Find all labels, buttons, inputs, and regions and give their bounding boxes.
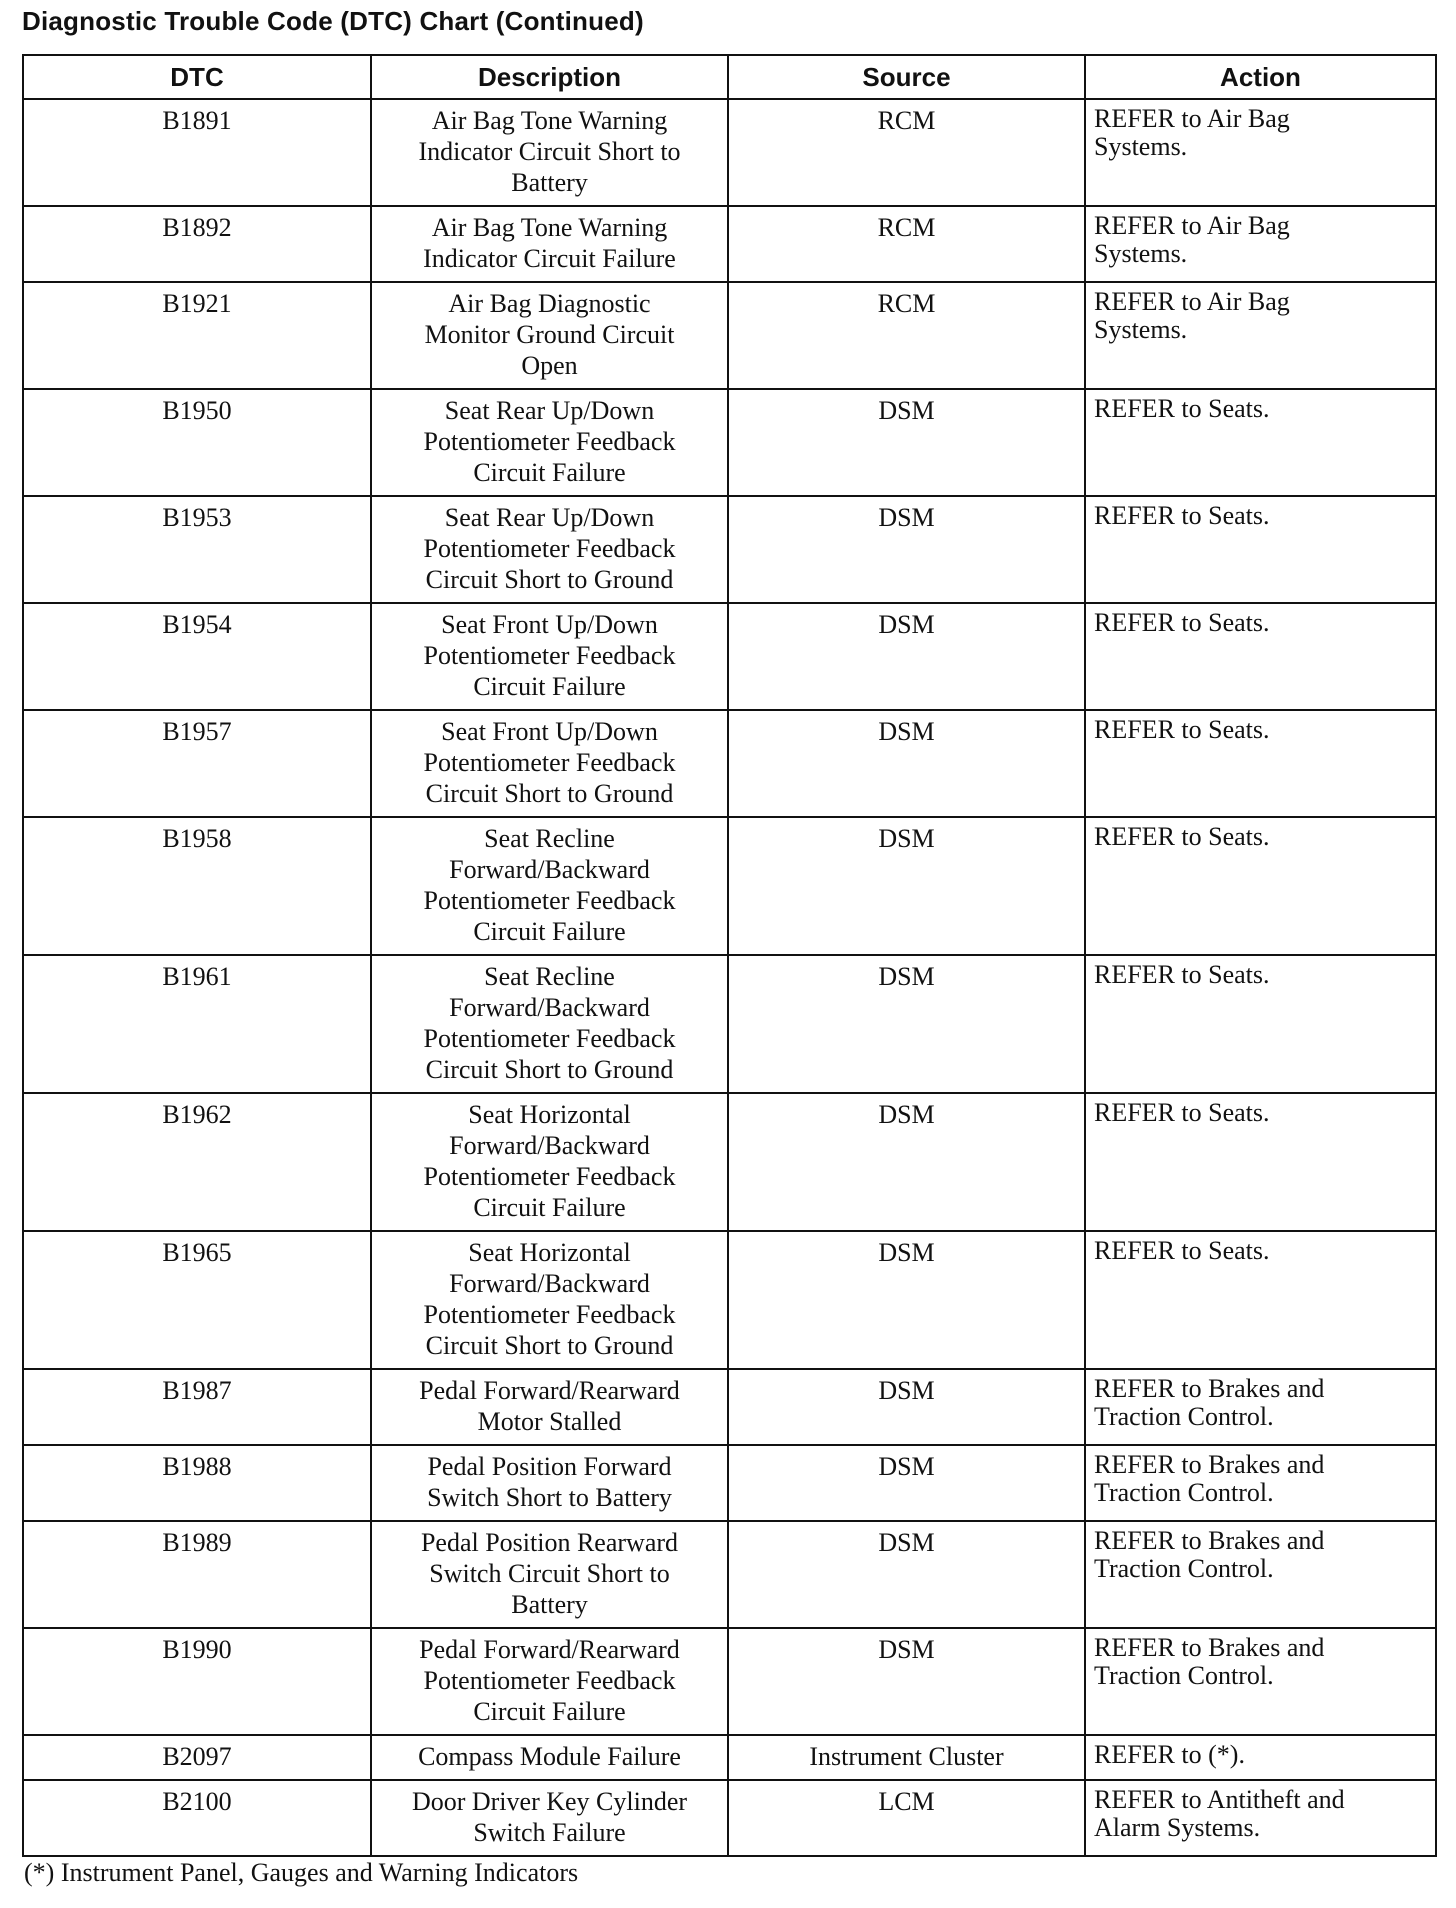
action-line: REFER to Seats. (1094, 501, 1270, 530)
table-row (23, 99, 1436, 206)
description-line: Potentiometer Feedback (423, 748, 676, 777)
action-cell (1085, 1369, 1436, 1445)
description-line: Forward/Backward (449, 855, 650, 884)
description-line: Compass Module Failure (418, 1742, 681, 1771)
source-cell: RCM (728, 206, 1085, 282)
description-line: Potentiometer Feedback (423, 1024, 676, 1053)
description-line: Potentiometer Feedback (423, 1666, 676, 1695)
description-line: Seat Rear Up/Down (444, 503, 655, 532)
table-row (23, 206, 1436, 282)
column-header-description: Description (371, 55, 728, 99)
description-line: Pedal Position Forward (427, 1452, 672, 1481)
dtc-code-cell: B1892 (23, 206, 371, 282)
description-line: Pedal Forward/Rearward (419, 1635, 680, 1664)
description-line: Switch Circuit Short to (429, 1559, 670, 1588)
action-cell (1085, 1628, 1436, 1735)
description-line: Motor Stalled (477, 1407, 622, 1436)
table-row (23, 389, 1436, 496)
description-line: Forward/Backward (449, 993, 650, 1022)
dtc-code-cell: B1954 (23, 603, 371, 710)
description-line: Seat Front Up/Down (441, 717, 658, 746)
action-line: REFER to Air Bag (1094, 287, 1290, 316)
action-cell (1085, 1521, 1436, 1628)
action-line: REFER to Seats. (1094, 822, 1270, 851)
description-line: Pedal Forward/Rearward (419, 1376, 680, 1405)
description-cell (371, 99, 728, 206)
description-line: Seat Rear Up/Down (444, 396, 655, 425)
description-line: Air Bag Diagnostic (448, 289, 651, 318)
action-line: REFER to Antitheft and (1094, 1785, 1345, 1814)
table-row (23, 282, 1436, 389)
action-line: REFER to Air Bag (1094, 104, 1290, 133)
action-cell (1085, 955, 1436, 1093)
action-cell (1085, 99, 1436, 206)
source-cell: DSM (728, 1093, 1085, 1231)
source-cell: DSM (728, 955, 1085, 1093)
source-cell: DSM (728, 496, 1085, 603)
description-cell (371, 1521, 728, 1628)
column-header-source: Source (728, 55, 1085, 99)
action-line: REFER to Seats. (1094, 960, 1270, 989)
action-line: REFER to Brakes and (1094, 1450, 1325, 1479)
description-line: Potentiometer Feedback (423, 534, 676, 563)
action-line: REFER to Air Bag (1094, 211, 1290, 240)
description-line: Seat Recline (484, 824, 615, 853)
action-cell (1085, 603, 1436, 710)
source-cell: RCM (728, 99, 1085, 206)
column-header-action: Action (1085, 55, 1436, 99)
action-cell (1085, 817, 1436, 955)
action-cell (1085, 389, 1436, 496)
source-cell: DSM (728, 389, 1085, 496)
action-cell (1085, 1445, 1436, 1521)
description-line: Circuit Failure (473, 458, 626, 487)
dtc-code-cell: B1950 (23, 389, 371, 496)
action-line: Traction Control. (1094, 1661, 1274, 1690)
action-line: Systems. (1094, 239, 1188, 268)
source-cell: RCM (728, 282, 1085, 389)
action-line: REFER to Seats. (1094, 608, 1270, 637)
description-line: Circuit Failure (473, 672, 626, 701)
table-header-row (23, 55, 1436, 99)
description-line: Seat Recline (484, 962, 615, 991)
dtc-code-cell: B1953 (23, 496, 371, 603)
table-row (23, 1369, 1436, 1445)
description-line: Pedal Position Rearward (420, 1528, 679, 1557)
table-row (23, 603, 1436, 710)
description-cell (371, 603, 728, 710)
description-cell (371, 710, 728, 817)
dtc-code-cell: B1957 (23, 710, 371, 817)
description-cell (371, 282, 728, 389)
action-line: Alarm Systems. (1094, 1813, 1261, 1842)
dtc-code-cell: B2097 (23, 1735, 371, 1780)
description-line: Door Driver Key Cylinder (411, 1787, 688, 1816)
description-cell (371, 496, 728, 603)
description-line: Circuit Failure (473, 1193, 626, 1222)
description-line: Switch Short to Battery (427, 1483, 672, 1512)
dtc-code-cell: B1965 (23, 1231, 371, 1369)
description-line: Potentiometer Feedback (423, 1162, 676, 1191)
description-line: Circuit Short to Ground (425, 565, 674, 594)
description-line: Battery (511, 168, 588, 197)
table-row (23, 1231, 1436, 1369)
action-line: REFER to Brakes and (1094, 1633, 1325, 1662)
description-line: Circuit Short to Ground (425, 1331, 674, 1360)
description-cell (371, 206, 728, 282)
source-cell: DSM (728, 1369, 1085, 1445)
description-cell (371, 1093, 728, 1231)
table-body (23, 99, 1436, 1856)
source-cell: LCM (728, 1780, 1085, 1856)
description-line: Monitor Ground Circuit (424, 320, 675, 349)
action-line: Traction Control. (1094, 1478, 1274, 1507)
description-line: Forward/Backward (449, 1131, 650, 1160)
description-line: Potentiometer Feedback (423, 427, 676, 456)
action-line: REFER to Seats. (1094, 394, 1270, 423)
action-cell (1085, 206, 1436, 282)
table-row (23, 1628, 1436, 1735)
page-title: Diagnostic Trouble Code (DTC) Chart (Continued) (22, 6, 644, 36)
description-line: Seat Horizontal (468, 1238, 631, 1267)
dtc-code-cell: B1958 (23, 817, 371, 955)
description-cell (371, 1445, 728, 1521)
source-cell: DSM (728, 1628, 1085, 1735)
action-cell (1085, 496, 1436, 603)
action-cell (1085, 1735, 1436, 1780)
description-cell (371, 1628, 728, 1735)
description-line: Switch Failure (473, 1818, 626, 1847)
description-cell (371, 817, 728, 955)
description-line: Air Bag Tone Warning (431, 213, 668, 242)
dtc-code-cell: B1987 (23, 1369, 371, 1445)
action-cell (1085, 1780, 1436, 1856)
table-row (23, 817, 1436, 955)
description-line: Circuit Failure (473, 1697, 626, 1726)
dtc-code-cell: B1988 (23, 1445, 371, 1521)
dtc-code-cell: B1962 (23, 1093, 371, 1231)
table-row (23, 1780, 1436, 1856)
description-line: Air Bag Tone Warning (431, 106, 668, 135)
action-line: Traction Control. (1094, 1402, 1274, 1431)
action-line: REFER to Brakes and (1094, 1374, 1325, 1403)
table-row (23, 496, 1436, 603)
description-line: Circuit Short to Ground (425, 779, 674, 808)
source-cell: Instrument Cluster (728, 1735, 1085, 1780)
action-cell (1085, 282, 1436, 389)
description-line: Potentiometer Feedback (423, 641, 676, 670)
source-cell: DSM (728, 817, 1085, 955)
description-line: Indicator Circuit Failure (423, 244, 676, 273)
dtc-table (22, 54, 1437, 1857)
source-cell: DSM (728, 1231, 1085, 1369)
description-line: Indicator Circuit Short to (418, 137, 681, 166)
action-cell (1085, 1231, 1436, 1369)
action-line: REFER to Seats. (1094, 1098, 1270, 1127)
description-line: Battery (511, 1590, 588, 1619)
description-cell (371, 1780, 728, 1856)
action-line: Systems. (1094, 132, 1188, 161)
action-line: Traction Control. (1094, 1554, 1274, 1583)
action-line: REFER to Brakes and (1094, 1526, 1325, 1555)
description-line: Forward/Backward (449, 1269, 650, 1298)
table-row (23, 1735, 1436, 1780)
table-row (23, 955, 1436, 1093)
action-line: REFER to Seats. (1094, 1236, 1270, 1265)
description-cell (371, 955, 728, 1093)
table-row (23, 710, 1436, 817)
column-header-dtc: DTC (23, 55, 371, 99)
description-line: Seat Front Up/Down (441, 610, 658, 639)
description-line: Potentiometer Feedback (423, 1300, 676, 1329)
table-row (23, 1445, 1436, 1521)
action-line: REFER to Seats. (1094, 715, 1270, 744)
action-line: REFER to (*). (1094, 1740, 1245, 1769)
description-line: Seat Horizontal (468, 1100, 631, 1129)
source-cell: DSM (728, 603, 1085, 710)
description-cell (371, 1369, 728, 1445)
dtc-code-cell: B2100 (23, 1780, 371, 1856)
action-line: Systems. (1094, 315, 1188, 344)
table-row (23, 1521, 1436, 1628)
source-cell: DSM (728, 710, 1085, 817)
description-cell (371, 389, 728, 496)
dtc-code-cell: B1921 (23, 282, 371, 389)
source-cell: DSM (728, 1445, 1085, 1521)
footnote: (*) Instrument Panel, Gauges and Warning Indicators (24, 1858, 579, 1887)
description-line: Open (521, 351, 578, 380)
dtc-code-cell: B1989 (23, 1521, 371, 1628)
dtc-code-cell: B1990 (23, 1628, 371, 1735)
description-cell (371, 1735, 728, 1780)
dtc-code-cell: B1961 (23, 955, 371, 1093)
description-line: Potentiometer Feedback (423, 886, 676, 915)
dtc-code-cell: B1891 (23, 99, 371, 206)
description-line: Circuit Failure (473, 917, 626, 946)
description-cell (371, 1231, 728, 1369)
action-cell (1085, 710, 1436, 817)
table-row (23, 1093, 1436, 1231)
source-cell: DSM (728, 1521, 1085, 1628)
action-cell (1085, 1093, 1436, 1231)
description-line: Circuit Short to Ground (425, 1055, 674, 1084)
